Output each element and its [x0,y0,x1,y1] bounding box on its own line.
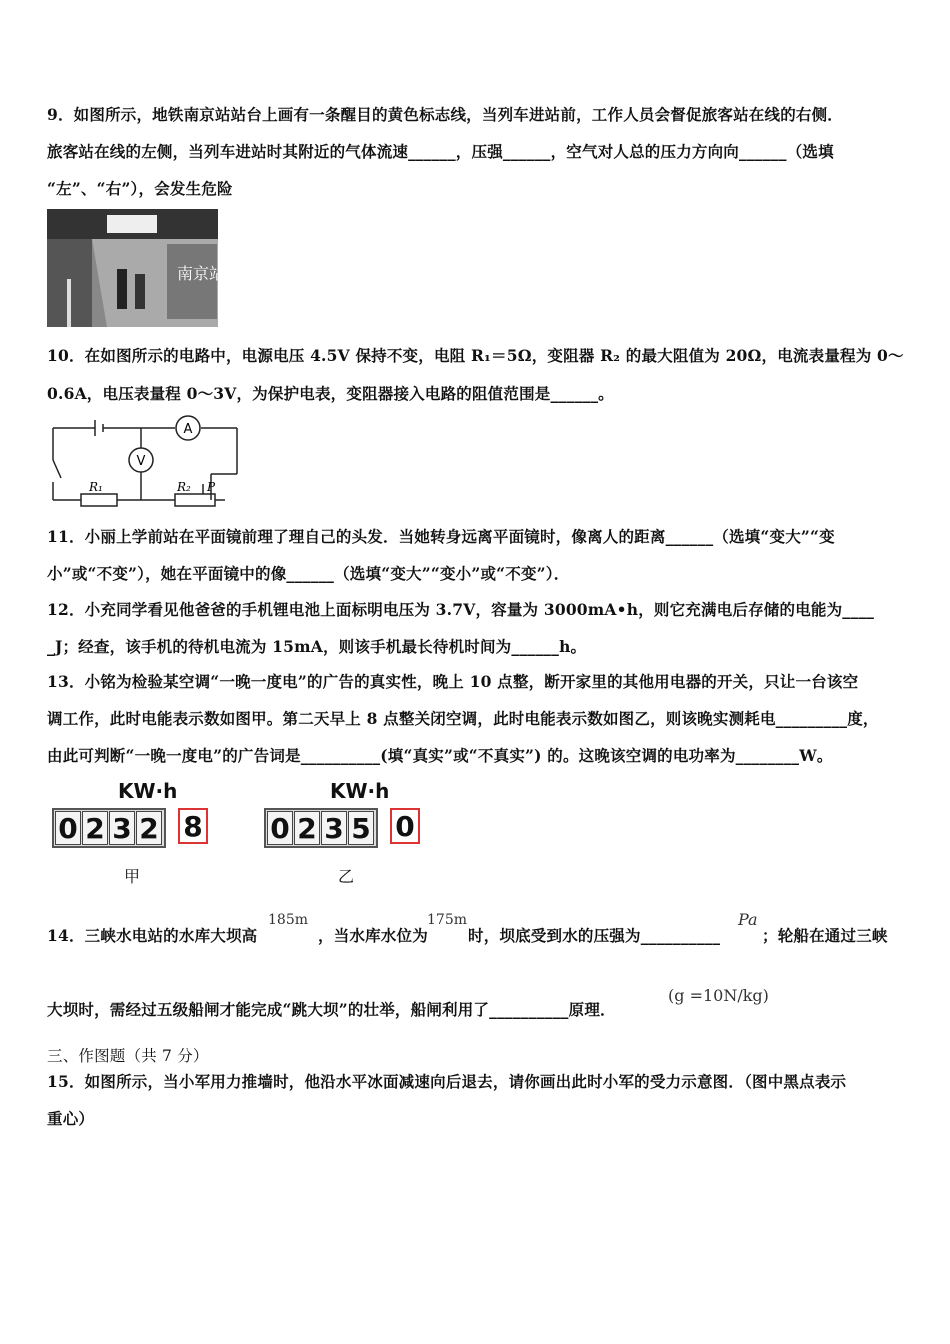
meter-b-digit: 2 [294,811,320,845]
q13-line-1: 13．小铭为检验某空调“一晚一度电”的广告的真实性，晚上 10 点整，断开家里的其他用电器的开关，只让一台该空 [47,672,859,691]
r1-label: R₁ [89,480,103,494]
meter-b-decimal: 0 [390,808,420,844]
q9-line-1: 9．如图所示，地铁南京站站台上画有一条醒目的黄色标志线，当列车进站前，工作人员会督促旅客站在线的右侧． [47,105,843,124]
meter-b-caption: 乙 [338,867,355,886]
meter-a-caption: 甲 [124,867,141,886]
q13-line-3: 由此可判断“一晚一度电”的广告词是__________(填“真实”或“不真实”) 的。这晚该空调的电功率为________W。 [47,746,833,765]
meter-b-digit: 3 [321,811,347,845]
meter-b-digit: 5 [348,811,374,845]
ammeter-label: A [183,422,193,437]
q14-pressure-unit: Pa [738,910,758,929]
q10-line-2: 0.6A，电压表量程 0～3V，为保护电表，变阻器接入电路的阻值范围是______。 [47,384,614,403]
q15-line-2: 重心） [47,1109,95,1128]
q14-dam-height: 185m [268,912,308,928]
q11-line-1: 11．小丽上学前站在平面镜前理了理自己的头发．当她转身远离平面镜时，像离人的距离______（选填“变大”“变 [47,527,835,546]
q14-water-level: 175m [427,912,467,928]
meter-a-digit: 2 [136,811,162,845]
q12-line-2: _J；经查，该手机的待机电流为 15mA，则该手机最长待机时间为______h。 [47,637,587,656]
meter-a-decimal: 8 [178,808,208,844]
q14-line-1d: ；轮船在通过三峡 [762,926,888,945]
q12-line-1: 12．小充同学看见他爸爸的手机锂电池上面标明电压为 3.7V，容量为 3000mA•h，则它充满电后存储的电能为____ [47,600,875,619]
meter-a-digit: 3 [109,811,135,845]
q14-line-1a: 14．三峡水电站的水库大坝高 [47,926,258,945]
subway-station-photo [47,209,226,327]
slider-label: P [207,480,216,494]
q11-line-2: 小”或“不变”），她在平面镜中的像______（选填“变大”“变小”或“不变”）． [47,564,570,583]
q9-line-3: “左”、“右”），会发生危险 [47,179,233,198]
q15-line-1: 15．如图所示，当小军用力推墙时，他沿水平冰面减速向后退去，请你画出此时小军的受力示意图．（图中黑点表示 [47,1072,847,1091]
q14-line-2: 大坝时，需经过五级船闸才能完成“跳大坝”的壮举，船闸利用了__________原理． [47,1000,616,1019]
r2-label: R₂ [177,480,191,494]
q14-line-1c: 时，坝底受到水的压强为__________ [468,926,721,945]
meter-a [52,808,209,848]
q9-line-2: 旅客站在线的左侧，当列车进站时其附近的气体流速______，压强______，空气对人总的压力方向向______（选填 [47,142,834,161]
meter-b-digit: 0 [267,811,293,845]
circuit-diagram [45,412,245,508]
meter-a-digit: 2 [82,811,108,845]
section-3-heading: 三、作图题（共 7 分） [47,1047,209,1065]
meter-a-digit: 0 [55,811,81,845]
meter-b [264,808,421,848]
svg-text:南京站: 南京站 [177,264,226,283]
q14-gravity-note: (g =10N/kg) [668,986,769,1005]
meter-a-unit: KW·h [118,779,178,803]
voltmeter-label: V [136,454,146,469]
meter-b-unit: KW·h [330,779,390,803]
q14-line-1b: ，当水库水位为 [318,926,428,945]
q10-line-1: 10．在如图所示的电路中，电源电压 4.5V 保持不变，电阻 R₁＝5Ω，变阻器 R₂ 的最大阻值为 20Ω，电流表量程为 0～ [47,346,904,365]
q13-line-2: 调工作，此时电能表示数如图甲。第二天早上 8 点整关闭空调，此时电能表示数如图乙，则该晚实测耗电_________度， [47,709,879,728]
